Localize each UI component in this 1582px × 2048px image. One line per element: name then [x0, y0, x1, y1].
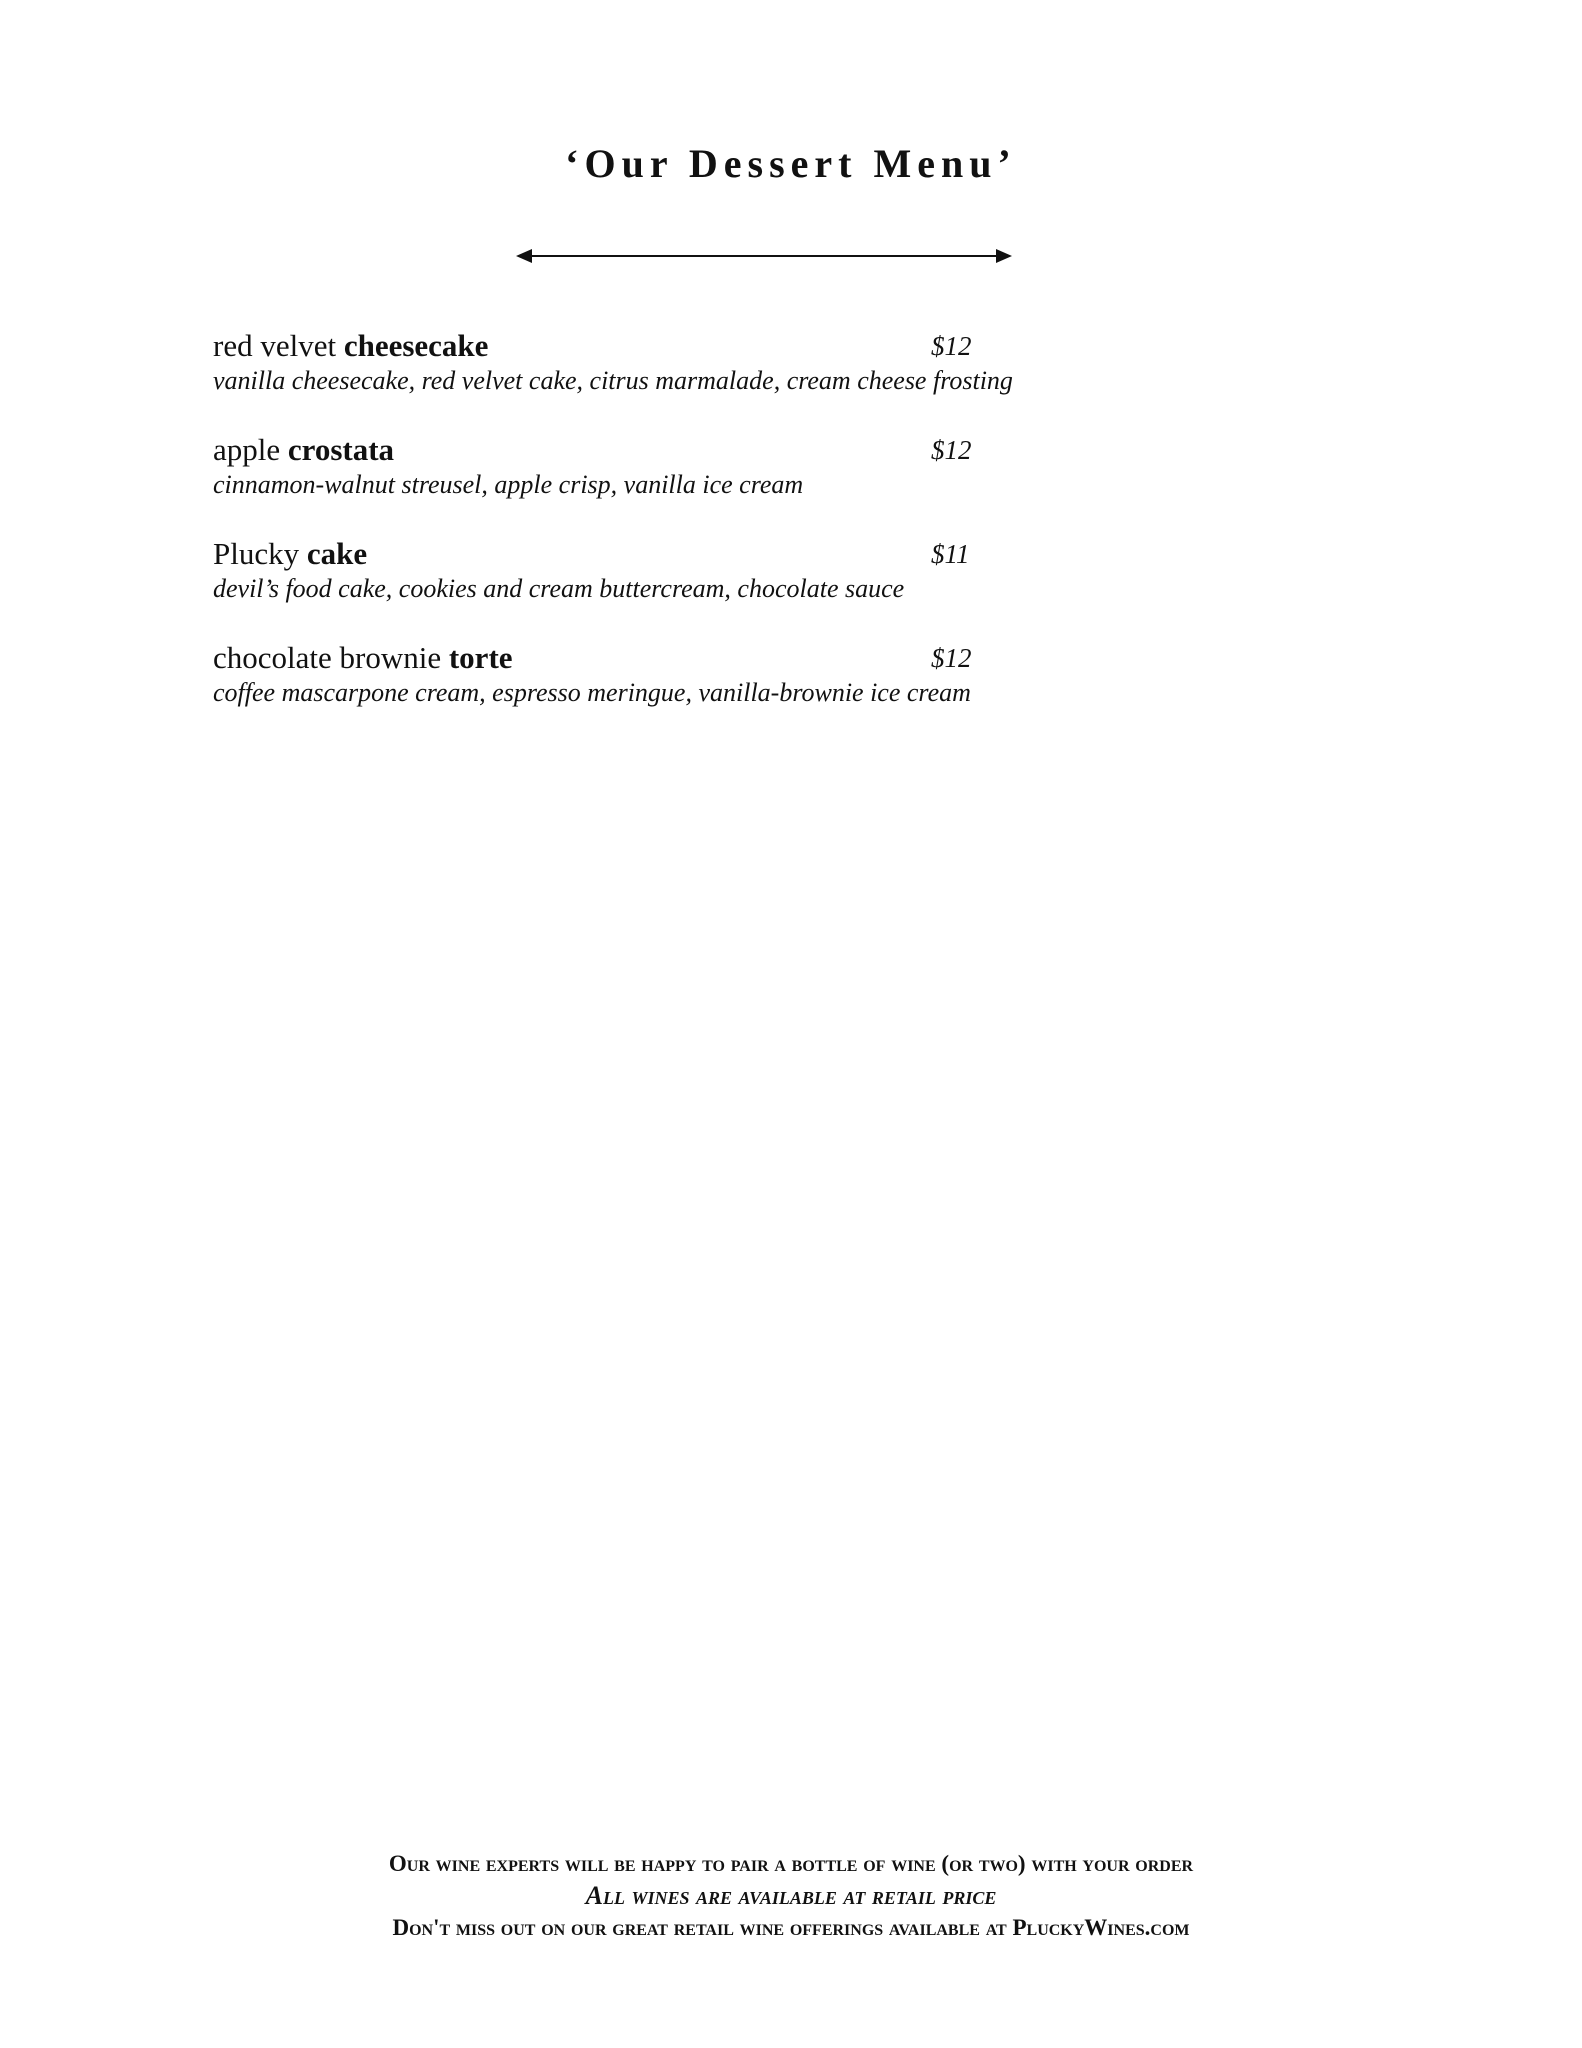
- menu-item-price: $11: [931, 539, 970, 569]
- footer-retail-price-note: All wines are available at retail price: [585, 1881, 997, 1910]
- menu-item-price: $12: [931, 331, 972, 361]
- menu-item-name: [213, 640, 1133, 676]
- menu-item-name-bold: cheesecake: [343, 328, 489, 363]
- menu-item-price: $12: [931, 435, 972, 465]
- menu-item-name: [213, 432, 1133, 468]
- menu-item-chocolate-brownie-torte: [213, 640, 1133, 744]
- double-headed-arrow-icon: [516, 245, 1012, 267]
- menu-item-price: $12: [931, 643, 972, 673]
- menu-item-description: cinnamon-walnut streusel, apple crisp, vanilla ice cream: [213, 470, 804, 499]
- menu-item-description: vanilla cheesecake, red velvet cake, citrus marmalade, cream cheese frosting: [213, 366, 1013, 395]
- menu-item-name: [213, 328, 1133, 364]
- page-title: ‘Our Dessert Menu’: [565, 141, 1017, 186]
- menu-item-description: devil’s food cake, cookies and cream buttercream, chocolate sauce: [213, 574, 905, 603]
- menu-item-apple-crostata: [213, 432, 1133, 536]
- menu-item-name-plain: red velvet: [213, 328, 344, 363]
- menu-item-name-plain: Plucky: [213, 536, 307, 571]
- menu-item-red-velvet-cheesecake: [213, 328, 1133, 432]
- menu-item-name-plain: chocolate brownie: [213, 640, 449, 675]
- menu-item-name: [213, 536, 1133, 572]
- menu-item-name-bold: crostata: [287, 432, 395, 467]
- footer-retail-website-note: Don't miss out on our great retail wine offerings available at PluckyWines.com: [392, 1915, 1190, 1940]
- menu-item-name-bold: torte: [448, 640, 513, 675]
- footer-notice: [0, 1848, 1582, 1944]
- footer-wine-pairing-note: Our wine experts will be happy to pair a bottle of wine (or two) with your order: [388, 1851, 1194, 1876]
- dessert-menu-list: [213, 328, 1133, 744]
- menu-item-plucky-cake: [213, 536, 1133, 640]
- menu-item-description: coffee mascarpone cream, espresso meringue, vanilla-brownie ice cream: [213, 678, 971, 707]
- menu-item-name-plain: apple: [213, 432, 288, 467]
- menu-item-name-bold: cake: [306, 536, 368, 571]
